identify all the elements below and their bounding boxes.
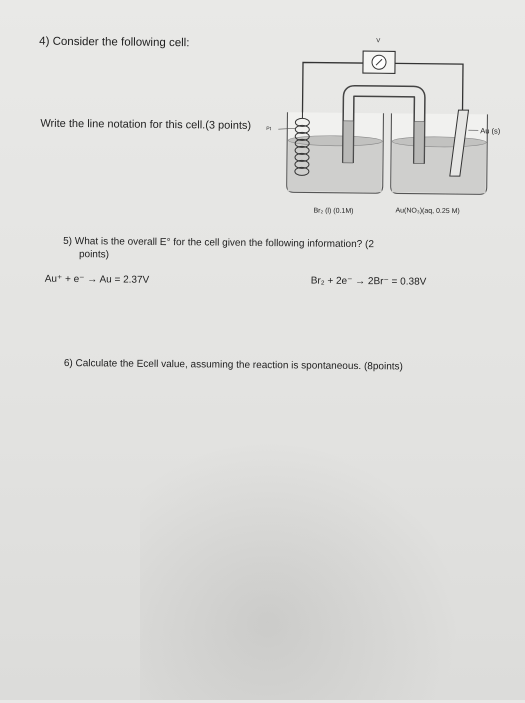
question-5-line1: 5) What is the overall E° for the cell given the following information? (2 xyxy=(63,236,374,250)
voltmeter-icon xyxy=(363,51,395,73)
question-6: 6) Calculate the Ecell value, assuming the reaction is spontaneous. (8points) xyxy=(64,358,403,373)
left-solution-label: Br₂ (l) (0.1M) xyxy=(313,208,353,215)
bromine-half-reaction: Br₂ + 2e⁻ → 2Br⁻ = 0.38V xyxy=(311,276,427,288)
question-5 xyxy=(63,235,374,264)
left-beaker xyxy=(287,112,384,193)
question-4-prompt: Write the line notation for this cell.(3 points) xyxy=(40,118,251,132)
voltmeter-label: V xyxy=(376,38,380,44)
pt-electrode-label: Pt xyxy=(266,126,271,132)
question-4-title: 4) Consider the following cell: xyxy=(39,36,189,50)
au-electrode-label: Au (s) xyxy=(480,126,500,135)
gold-half-reaction: Au⁺ + e⁻ → Au = 2.37V xyxy=(45,274,150,286)
galvanic-cell-diagram xyxy=(1,0,525,263)
right-solution-label: Au(NO₃)(aq, 0.25 M) xyxy=(395,207,459,215)
question-5-line2: points) xyxy=(63,248,374,264)
right-beaker xyxy=(391,113,488,194)
photo-shadow xyxy=(140,440,460,700)
